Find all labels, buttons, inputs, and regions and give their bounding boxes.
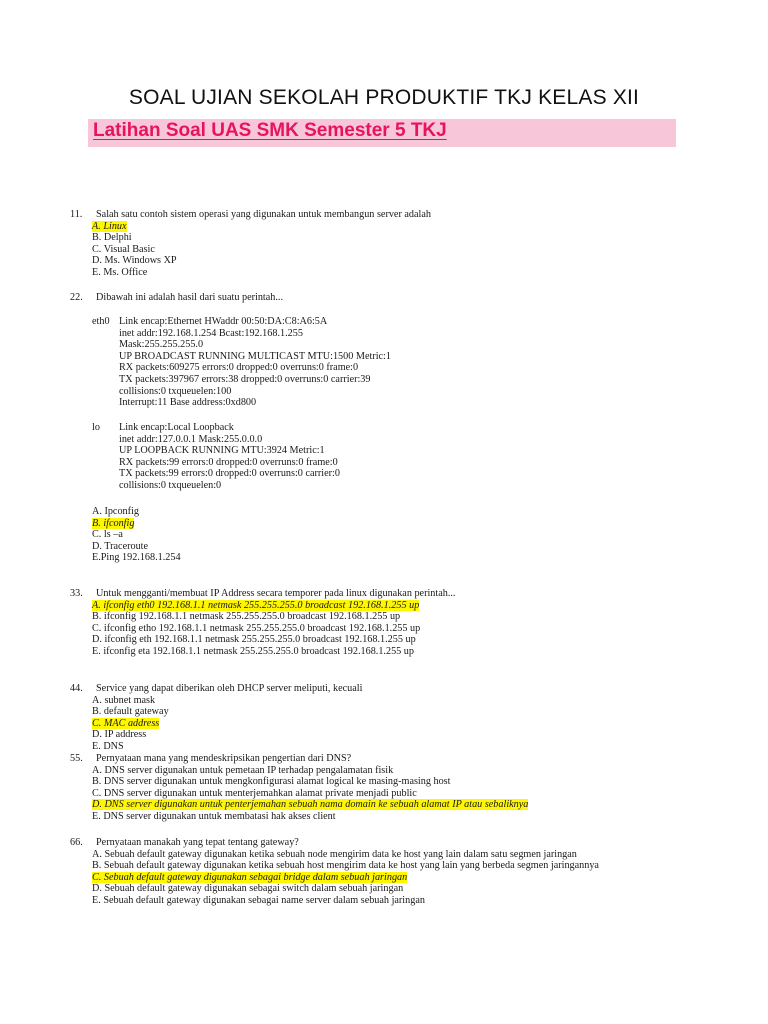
- option-c: C. ls –a: [92, 529, 123, 541]
- question-number: 33.: [70, 588, 83, 599]
- output-line: inet addr:127.0.0.1 Mask:255.0.0.0: [119, 433, 263, 445]
- output-line: UP BROADCAST RUNNING MULTICAST MTU:1500 Metric:1: [119, 350, 391, 362]
- option-d: D. ifconfig eth 192.168.1.1 netmask 255.255.255.0 broadcast 192.168.1.255 up: [92, 634, 416, 646]
- output-line: TX packets:99 errors:0 dropped:0 overruns:0 carrier:0: [119, 468, 340, 480]
- option-a: A. subnet mask: [92, 694, 156, 706]
- option-b: B. ifconfig 192.168.1.1 netmask 255.255.255.0 broadcast 192.168.1.255 up: [92, 611, 401, 623]
- option-b: B. default gateway: [92, 706, 169, 718]
- option-d: D. Traceroute: [92, 540, 149, 552]
- option-d: D. Ms. Windows XP: [92, 255, 177, 267]
- option-b-correct: B. ifconfig: [92, 517, 135, 529]
- option-e: E. DNS: [92, 740, 124, 752]
- option-d: D. IP address: [92, 729, 147, 741]
- option-a: A. DNS server digunakan untuk pemetaan IP terhadap pengalamatan fisik: [92, 764, 394, 776]
- options-list: [92, 221, 177, 279]
- banner-title-link[interactable]: Latihan Soal UAS SMK Semester 5 TKJ: [93, 120, 447, 141]
- option-a-correct: A. ifconfig eth0 192.168.1.1 netmask 255.255.255.0 broadcast 192.168.1.255 up: [92, 599, 420, 611]
- output-line: Link encap:Ethernet HWaddr 00:50:DA:C8:A6:5A: [119, 316, 328, 327]
- question-stem: Pernyataan manakah yang tepat tentang gateway?: [96, 837, 299, 848]
- question-number: 44.: [70, 683, 83, 694]
- option-e: E. ifconfig eta 192.168.1.1 netmask 255.255.255.0 broadcast 192.168.1.255 up: [92, 645, 414, 657]
- option-d: D. Sebuah default gateway digunakan sebagai switch dalam sebuah jaringan: [92, 883, 404, 895]
- output-line: collisions:0 txqueuelen:100: [119, 385, 232, 397]
- question-stem: Pernyataan mana yang mendeskripsikan pengertian dari DNS?: [96, 753, 352, 764]
- option-b: B. Delphi: [92, 232, 132, 244]
- output-line: Interrupt:11 Base address:0xd800: [119, 397, 257, 409]
- option-e: E. Sebuah default gateway digunakan sebagai name server dalam sebuah jaringan: [92, 894, 425, 906]
- output-line: RX packets:609275 errors:0 dropped:0 overruns:0 frame:0: [119, 362, 359, 374]
- option-d-correct: D. DNS server digunakan untuk penterjemahan sebuah nama domain ke sebuah alamat IP atau sebaliknya: [92, 799, 529, 811]
- question-number: 22.: [70, 292, 83, 303]
- output-line: collisions:0 txqueuelen:0: [119, 479, 222, 491]
- interface-lines: [119, 316, 391, 409]
- options-list: [92, 600, 420, 658]
- question-number: 11.: [70, 209, 83, 220]
- option-c-correct: C. Sebuah default gateway digunakan sebagai bridge dalam sebuah jaringan: [92, 871, 408, 883]
- option-e: E. DNS server digunakan untuk membatasi hak akses client: [92, 810, 336, 822]
- option-a: A. Sebuah default gateway digunakan ketika sebuah node mengirim data ke host yang lain dalam satu segmen jaringan: [92, 848, 577, 860]
- options-list: [92, 765, 528, 823]
- question-number: 55.: [70, 753, 83, 764]
- question-stem: Untuk mengganti/membuat IP Address secara temporer pada linux digunakan perintah...: [96, 588, 456, 599]
- interface-name: lo: [92, 422, 100, 433]
- output-line: RX packets:99 errors:0 dropped:0 overruns:0 frame:0: [119, 456, 338, 468]
- options-list: [92, 695, 169, 753]
- question-number: 66.: [70, 837, 83, 848]
- option-c: C. DNS server digunakan untuk menterjemahkan alamat private menjadi public: [92, 787, 417, 799]
- output-line: UP LOOPBACK RUNNING MTU:3924 Metric:1: [119, 445, 325, 457]
- question-stem: Dibawah ini adalah hasil dari suatu perintah...: [96, 292, 283, 303]
- option-c-correct: C. MAC address: [92, 717, 160, 729]
- output-line: Link encap:Local Loopback: [119, 422, 234, 433]
- option-b: B. DNS server digunakan untuk mengkonfigurasi alamat logical ke masing-masing host: [92, 776, 451, 788]
- question-22-options: [92, 506, 181, 564]
- option-e: E.Ping 192.168.1.254: [92, 552, 181, 564]
- question-stem: Salah satu contoh sistem operasi yang digunakan untuk membangun server adalah: [96, 209, 431, 220]
- options-list: [92, 849, 599, 907]
- option-c: C. Visual Basic: [92, 243, 155, 255]
- document-title: SOAL UJIAN SEKOLAH PRODUKTIF TKJ KELAS XII: [128, 86, 640, 109]
- option-a: A. Ipconfig: [92, 506, 139, 517]
- option-e: E. Ms. Office: [92, 266, 148, 278]
- interface-lines: [119, 422, 340, 492]
- option-b: B. Sebuah default gateway digunakan ketika sebuah host mengirim data ke host yang lain yang berbeda segmen jaringannya: [92, 860, 599, 872]
- option-c: C. ifconfig etho 192.168.1.1 netmask 255.255.255.0 broadcast 192.168.1.255 up: [92, 622, 421, 634]
- banner: [88, 119, 676, 147]
- output-line: inet addr:192.168.1.254 Bcast:192.168.1.255: [119, 327, 303, 339]
- interface-name: eth0: [92, 316, 110, 327]
- output-line: Mask:255.255.255.0: [119, 339, 204, 351]
- question-stem: Service yang dapat diberikan oleh DHCP server meliputi, kecuali: [96, 683, 363, 694]
- output-line: TX packets:397967 errors:38 dropped:0 overruns:0 carrier:39: [119, 373, 371, 385]
- option-a-correct: A. Linux: [92, 220, 127, 232]
